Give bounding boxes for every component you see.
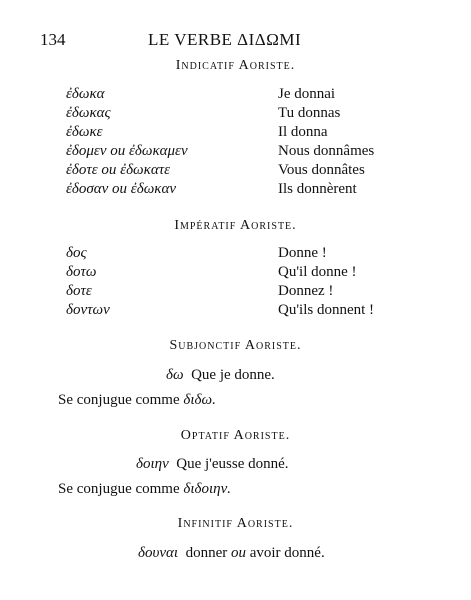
- optatif-note: [58, 481, 231, 498]
- conjugation-row: [0, 245, 471, 265]
- conjugation-row: [0, 124, 471, 144]
- optatif-heading: Optatif Aoriste.: [180, 428, 291, 443]
- subjonctif-note: [58, 392, 216, 409]
- french-translation: Ils donnèrent: [278, 181, 357, 197]
- conjugation-row: [0, 105, 471, 125]
- french-translation: Donnez !: [278, 283, 334, 299]
- french-translation: Qu'ils donnent !: [278, 302, 375, 318]
- infinitif-example: [138, 545, 325, 562]
- french-translation: Vous donnâtes: [278, 162, 365, 178]
- french-translation: Je donnai: [278, 86, 336, 102]
- subjonctif-heading: Subjonctif Aoriste.: [169, 338, 302, 353]
- greek-form: δοτε: [66, 283, 92, 299]
- greek-form: ἐδομεν ou ἐδωκαμεν: [66, 143, 188, 159]
- indicatif-heading: Indicatif Aoriste.: [175, 58, 296, 73]
- french-translation: Nous donnâmes: [278, 143, 375, 159]
- optatif-example: [136, 456, 289, 473]
- greek-form: δοιην: [136, 456, 169, 472]
- greek-form: δουναι: [138, 545, 179, 561]
- french-translation: Qu'il donne !: [278, 264, 357, 280]
- french-translation: Donne !: [278, 245, 327, 261]
- french-translation: Que j'eusse donné.: [176, 456, 289, 472]
- note-text: Se conjugue comme: [58, 481, 180, 497]
- french-translation: Il donna: [278, 124, 328, 140]
- greek-form: ἐδωκας: [66, 105, 111, 121]
- french-translation: donner: [185, 545, 228, 561]
- page-number: 134: [40, 30, 66, 49]
- conjugation-row: [0, 181, 471, 201]
- greek-form: διδοιην.: [183, 481, 232, 497]
- greek-form: διδω.: [183, 392, 216, 408]
- imperatif-heading: Impératif Aoriste.: [174, 218, 297, 233]
- or-word: ou: [230, 545, 246, 561]
- running-title: LE VERBE ΔΙΔΩΜΙ: [148, 30, 302, 49]
- subjonctif-example: [166, 367, 275, 384]
- conjugation-row: [0, 86, 471, 106]
- greek-form: δοντων: [66, 302, 110, 318]
- greek-form: δοτω: [66, 264, 97, 280]
- page-header: [0, 30, 471, 52]
- greek-form: δω: [166, 367, 184, 383]
- infinitif-heading: Infinitif Aoriste.: [177, 516, 294, 531]
- french-translation: avoir donné.: [249, 545, 325, 561]
- conjugation-row: [0, 283, 471, 303]
- french-translation: Que je donne.: [191, 367, 275, 383]
- conjugation-row: [0, 162, 471, 182]
- note-text: Se conjugue comme: [58, 392, 180, 408]
- greek-form: ἐδοσαν ou ἐδωκαν: [66, 181, 177, 197]
- greek-form: ἐδωκε: [66, 124, 103, 140]
- conjugation-row: [0, 264, 471, 284]
- conjugation-row: [0, 143, 471, 163]
- conjugation-row: [0, 302, 471, 322]
- greek-form: δος: [66, 245, 87, 261]
- greek-form: ἐδωκα: [66, 86, 105, 102]
- greek-form: ἐδοτε ou ἐδωκατε: [66, 162, 170, 178]
- french-translation: Tu donnas: [278, 105, 341, 121]
